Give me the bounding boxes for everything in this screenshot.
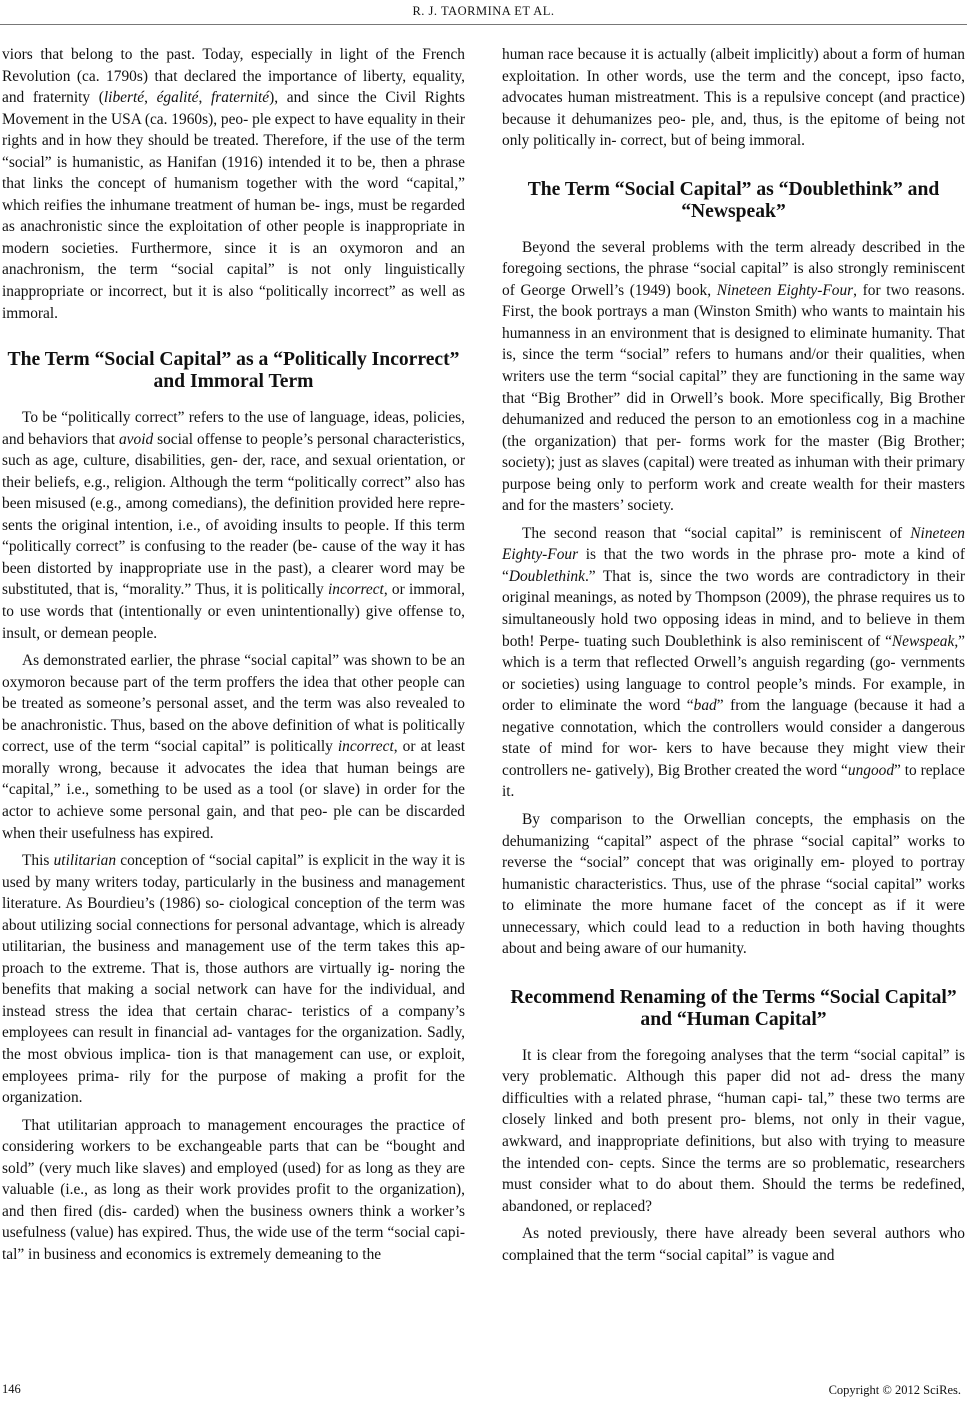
paragraph: It is clear from the foregoing analyses that the term “social capital” is very problematic. Although this paper did not ad- dress the many difficulties with a related phrase, “human capi- tal,” these two terms are closely linked and both present pro- blems, not only in their vague, awkward, and inappropriate definitions, but also with trying to measure the intended con- cepts. Since the terms are so problematic, researchers must consider what to do about them. Should the terms be redefined, abandoned, or replaced? <box>502 1046 965 1215</box>
paragraph: To be “politically correct” refers to the use of language, ideas, policies, and behaviors that avoid social offense to people’s personal characteristics, such as age, culture, disabilities, gen- der, race, and sexual orientation, or their beliefs, e.g., religion. Although the term “politically correct” also has been misused (e.g., among comedians), the definition provided here repre- sents the original intention, i.e., of avoiding insults to people. If this term “politically correct” is confusing to the reader (be- cause of the way it has been distorted by inappropriate use in the past), a clearer word may be substituted, that is, “morality.” Thus, it is politically incorrect, or immoral, to use words that (intentionally or even unintentionally) give offense to, insult, or demean people. <box>2 409 465 642</box>
paragraph: As noted previously, there have already been several authors who complained that the term “social capital” is vague and <box>502 1225 965 1264</box>
section-heading: The Term “Social Capital” as a “Politically Incorrect” and Immoral Term <box>7 349 460 393</box>
right-column <box>502 44 965 1272</box>
paragraph: Beyond the several problems with the term already described in the foregoing sections, the phrase “social capital” is also strongly reminiscent of George Orwell’s (1949) book, Nineteen Eighty-Four, for two reasons. First, the book portrays a man (Winston Smith) who wants to maintain his humanness in an environment that is designed to eliminate humanity. That is, since the term “social” refers to humans and/or their qualities, when writers use the term “social capital” they are functioning in the same way that “Big Brother” did in Orwell’s book. More specifically, Big Brother dehumanized and reduced the person to an emotionless cog in a machine (the organization) that per- forms work for the master (Big Brother; society); just as slaves (capital) were treated as inhuman with their primary purpose being only to perform work and create wealth for their masters and for the masters’ society. <box>502 238 965 515</box>
paragraph: By comparison to the Orwellian concepts, the emphasis on the dehumanizing “capital” aspect of the phrase “social capital” works to reverse the “social” concept that was originally em- ployed to portray humanistic characteristics. Thus, use of the phrase “social capital” works to eliminate the more humane facet of the concept as if it were unnecessary, which could lead to a reduction in both having thoughts about and being aware of our humanity. <box>502 810 965 958</box>
copyright-notice: Copyright © 2012 SciRes. <box>828 1383 961 1397</box>
paragraph: As demonstrated earlier, the phrase “social capital” was shown to be an oxymoron because part of the term proffers the idea that other people can be treated as someone’s personal asset, and the term was also revealed to be anachronistic. Thus, based on the above definition of what is politically correct, use of the term “social capital” is politically incorrect, or at least morally wrong, because it advocates the idea that human beings are “capital,” i.e., something to be used as a tool (or slave) in order for the actor to achieve some personal gain, and that peo- ple can be discarded when their usefulness has expired. <box>2 652 465 842</box>
left-column <box>2 44 465 1271</box>
header-rule <box>0 24 967 25</box>
page-number: 146 <box>2 1382 21 1396</box>
paragraph: viors that belong to the past. Today, especially in light of the French Revolution (ca. 1790s) that declared the importance of liberty, equality, and fraternity (liberté, égalité, fraternité), and since the Civil Rights Movement in the USA (ca. 1960s), peo- ple expect to have equality in their rights and in how they should be treated. Therefore, if the use of the term “social” is humanistic, as Hanifan (1916) intended it to be, then a phrase that links the concept of humanism together with the word “capital,” which reifies the inhumane treatment of human be- ings, must be regarded as anachronistic since the exploitation of other people is inappropriate in modern societies. Furthermore, since it is an oxymoron and an anachronism, the term “social capital” is not only linguistically inappropriate or incorrect, but it is also “politically incorrect” as well as immoral. <box>2 46 465 322</box>
paragraph: The second reason that “social capital” is reminiscent of Nineteen Eighty-Four is that the two words in the phrase pro- mote a kind of “Doublethink.” That is, since the two words are contradictory in their original meanings, as noted by Thompson (2009), the phrase requires us to simultaneously hold two opposing ideas in mind, and to believe in them both! Perpe- tuating such Doublethink is also reminiscent of “Newspeak,” which is a term that reflected Orwell’s anguish regarding (go- vernments or societies) using language to control people’s minds. For example, in order to eliminate the word “bad” from the language (because it had a negative connotation, which the controllers would consider a dangerous state of mind for wor- kers to have because they might view their controllers ne- gatively), Big Brother created the word “ungood” to replace it. <box>502 524 965 801</box>
running-head: R. J. TAORMINA ET AL. <box>412 4 555 18</box>
paragraph: That utilitarian approach to management encourages the practice of considering workers to be exchangeable parts that can be “bought and sold” (very much like slaves) and employed (used) for as long as they are valuable (i.e., as long as their work provides profit to the organization), and then fired (dis- carded) when the business owners think a worker’s usefulness (value) has expired. Thus, the wide use of the term “social capi- tal” in business and economics is extremely demeaning to the <box>2 1116 465 1263</box>
paragraph: This utilitarian conception of “social capital” is explicit in the way it is used by many writers today, particularly in the business and management literature. As Bourdieu’s (1986) so- ciological conception of the term was about utilizing social connections for personal advantage, which is already utilitarian, the business and management use of the term takes this ap- proach to the extreme. That is, those authors are virtually ig- noring the benefits that making a social network can have for the individual, and instead stress the idea that certain charac- teristics of a company’s employees can result in financial ad- vantages for the organization. Sadly, the most obvious implica- tion is that management can use, or exploit, employees prima- rily for the purpose of making a profit for the organization. <box>2 852 465 1107</box>
paragraph: human race because it is actually (albeit implicitly) about a form of human exploitation. In other words, use the term and the concept, ipso facto, advocates human mistreatment. This is a repulsive concept (and practice) because it dehumanizes peo- ple, and, thus, is the epitome of being not only politically in- correct, but of being immoral. <box>502 46 965 150</box>
section-heading: The Term “Social Capital” as “Doublethink” and “Newspeak” <box>527 178 940 222</box>
section-heading: Recommend Renaming of the Terms “Social Capital” and “Human Capital” <box>510 986 957 1030</box>
